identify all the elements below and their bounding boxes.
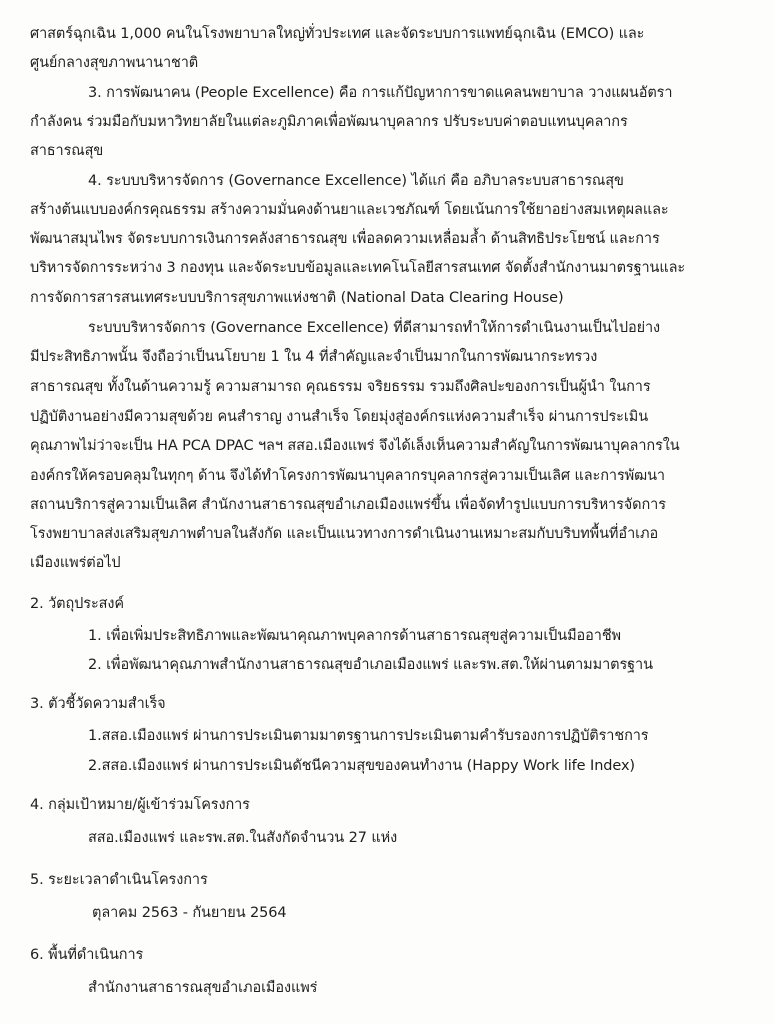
body-line: บริหารจัดการระหว่าง 3 กองทุน และจัดระบบข้อมูลและเทคโนโลยีสารสนเทศ จัดตั้งสำนักงานมาตรฐานและ	[30, 260, 686, 276]
section-heading-period: 5. ระยะเวลาดำเนินโครงการ	[30, 872, 208, 888]
body-line: 3. การพัฒนาคน (People Excellence) คือ การแก้ปัญหาการขาดแคลนพยาบาล วางแผนอัตรา	[88, 85, 673, 101]
body-line: สร้างต้นแบบองค์กรคุณธรรม สร้างความมั่นคงด้านยาและเวชภัณฑ์ โดยเน้นการใช้ยาอย่างสมเหตุผลและ	[30, 202, 669, 218]
body-line: เมืองแพร่ต่อไป	[30, 555, 121, 571]
body-line: ศาสตร์ฉุกเฉิน 1,000 คนในโรงพยาบาลใหญ่ทั่วประเทศ และจัดระบบการแพทย์ฉุกเฉิน (EMCO) และ	[30, 26, 645, 42]
body-line: ศูนย์กลางสุขภาพนานาชาติ	[30, 55, 199, 71]
list-item: 1.สสอ.เมืองแพร่ ผ่านการประเมินตามมาตรฐานการประเมินตามคำรับรองการปฏิบัติราชการ	[88, 728, 649, 744]
list-item: ตุลาคม 2563 - กันยายน 2564	[92, 905, 287, 921]
section-heading-objectives: 2. วัตถุประสงค์	[30, 596, 124, 612]
body-line: ระบบบริหารจัดการ (Governance Excellence) ที่ดีสามารถทำให้การดำเนินงานเป็นไปอย่าง	[88, 320, 660, 336]
body-line: พัฒนาสมุนไพร จัดระบบการเงินการคลังสาธารณสุข เพื่อลดความเหลื่อมล้ำ ด้านสิทธิประโยชน์ และการ	[30, 231, 660, 247]
body-line: คุณภาพไม่ว่าจะเป็น HA PCA DPAC ฯลฯ สสอ.เมืองแพร่ จึงได้เล็งเห็นความสำคัญในการพัฒนาบุคลากรใน	[30, 438, 680, 454]
list-item: สำนักงานสาธารณสุขอำเภอเมืองแพร่	[88, 980, 318, 996]
body-line: โรงพยาบาลส่งเสริมสุขภาพตำบลในสังกัด และเป็นแนวทางการดำเนินงานเหมาะสมกับบริบทพื้นที่อำเภอ	[30, 526, 659, 542]
body-line: กำลังคน ร่วมมือกับมหาวิทยาลัยในแต่ละภูมิภาคเพื่อพัฒนาบุคลากร ปรับระบบค่าตอบแทนบุคลากร	[30, 114, 628, 130]
section-heading-indicators: 3. ตัวชี้วัดความสำเร็จ	[30, 696, 166, 712]
body-line: ปฏิบัติงานอย่างมีความสุขด้วย คนสำราญ งานสำเร็จ โดยมุ่งสู่องค์กรแห่งความสำเร็จ ผ่านการประเมิน	[30, 409, 648, 425]
section-heading-target: 4. กลุ่มเป้าหมาย/ผู้เข้าร่วมโครงการ	[30, 797, 250, 813]
body-line: สาธารณสุข	[30, 143, 104, 159]
section-heading-area: 6. พื้นที่ดำเนินการ	[30, 947, 144, 963]
body-line: มีประสิทธิภาพนั้น จึงถือว่าเป็นนโยบาย 1 ใน 4 ที่สำคัญและจำเป็นมากในการพัฒนากระทรวง	[30, 349, 598, 365]
body-line: การจัดการสารสนเทศระบบบริการสุขภาพแห่งชาติ (National Data Clearing House)	[30, 290, 564, 306]
list-item: 2. เพื่อพัฒนาคุณภาพสำนักงานสาธารณสุขอำเภอเมืองแพร่ และรพ.สต.ให้ผ่านตามมาตรฐาน	[88, 657, 653, 673]
body-line: สาธารณสุข ทั้งในด้านความรู้ ความสามารถ คุณธรรม จริยธรรม รวมถึงศิลปะของการเป็นผู้นำ ในการ	[30, 379, 651, 395]
body-line: องค์กรให้ครอบคลุมในทุกๆ ด้าน จึงได้ทำโครงการพัฒนาบุคลากรบุคลากรสู่ความเป็นเลิศ และการพัฒนา	[30, 468, 665, 484]
list-item: 2.สสอ.เมืองแพร่ ผ่านการประเมินดัชนีความสุขของคนทำงาน (Happy Work life Index)	[88, 758, 635, 774]
list-item: สสอ.เมืองแพร่ และรพ.สต.ในสังกัดจำนวน 27 แห่ง	[88, 830, 398, 846]
list-item: 1. เพื่อเพิ่มประสิทธิภาพและพัฒนาคุณภาพบุคลากรด้านสาธารณสุขสู่ความเป็นมืออาชีพ	[88, 628, 622, 644]
body-line: สถานบริการสู่ความเป็นเลิศ สำนักงานสาธารณสุขอำเภอเมืองแพร่ขึ้น เพื่อจัดทำรูปแบบการบริหารจัดการ	[30, 497, 666, 513]
body-line: 4. ระบบบริหารจัดการ (Governance Excellence) ได้แก่ คือ อภิบาลระบบสาธารณสุข	[88, 173, 624, 189]
